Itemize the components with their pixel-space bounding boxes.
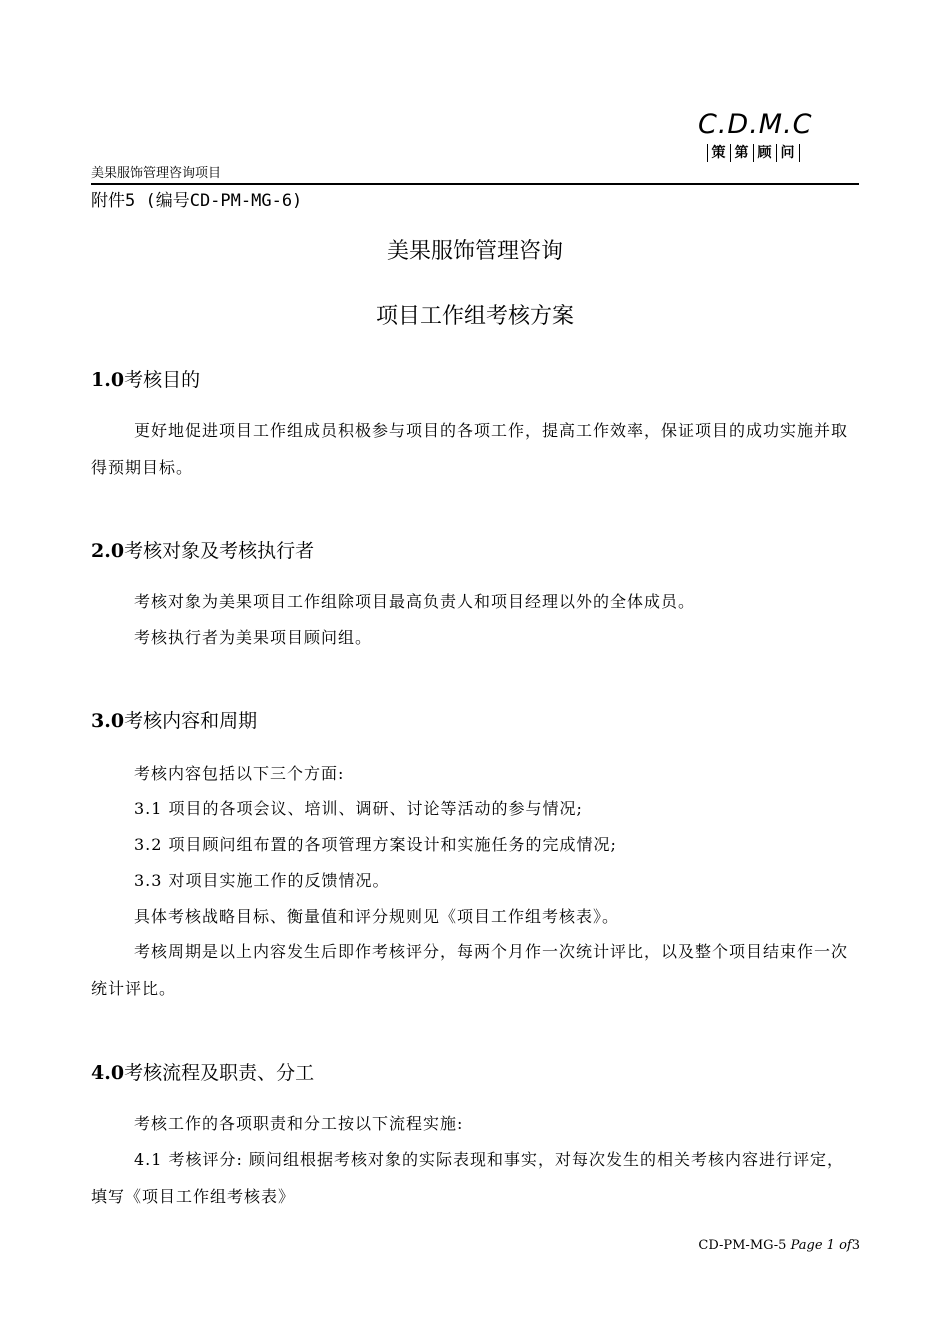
section-3-paragraph: 考核内容包括以下三个方面: — [134, 764, 345, 783]
section-heading-1 — [91, 367, 200, 393]
section-number: 1.0 — [91, 369, 125, 391]
section-heading-4 — [91, 1060, 314, 1086]
section-number: 2.0 — [91, 540, 125, 562]
section-title: 考核对象及考核执行者 — [124, 540, 315, 562]
section-4-paragraph: 考核工作的各项职责和分工按以下流程实施: — [134, 1114, 464, 1133]
section-3-paragraph: 具体考核战略目标、衡量值和评分规则见《项目工作组考核表》。 — [134, 907, 620, 926]
section-1-paragraph: 更好地促进项目工作组成员积极参与项目的各项工作，提高工作效率，保证项目的成功实施并取得预期目标。 — [91, 421, 849, 477]
footer-total-pages: 3 — [851, 1238, 860, 1253]
section-3-paragraph: 3.3 对项目实施工作的反馈情况。 — [134, 871, 390, 890]
document-title-line1: 美果服饰管理咨询 — [386, 239, 563, 264]
logo-text: C.D.M.C — [698, 109, 813, 140]
logo-subtitle — [698, 144, 808, 162]
footer-page-number: 1 — [826, 1238, 835, 1253]
section-heading-2 — [91, 538, 314, 564]
footer-page-word: Page — [790, 1238, 823, 1253]
logo-char: 问 — [776, 144, 800, 162]
document-title-line2: 项目工作组考核方案 — [375, 304, 574, 329]
section-4-paragraph: 4.1 考核评分: 顾问组根据考核对象的实际表现和事实，对每次发生的相关考核内容进行评定，填写《项目工作组考核表》 — [91, 1150, 845, 1206]
logo-char: 策 — [707, 144, 730, 162]
section-title: 考核流程及职责、分工 — [124, 1062, 315, 1084]
company-logo — [698, 109, 813, 162]
logo-char: 第 — [730, 144, 753, 162]
attachment-label: 附件5 (编号CD-PM-MG-6) — [91, 191, 303, 211]
section-3-paragraph: 考核周期是以上内容发生后即作考核评分，每两个月作一次统计评比，以及整个项目结束作一次统计评比。 — [91, 942, 849, 998]
section-number: 3.0 — [91, 710, 125, 732]
section-2-paragraph: 考核对象为美果项目工作组除项目最高负责人和项目经理以外的全体成员。 — [134, 592, 696, 611]
section-title: 考核内容和周期 — [124, 710, 258, 732]
header-project-name: 美果服饰管理咨询项目 — [91, 166, 222, 181]
section-3-paragraph: 3.1 项目的各项会议、培训、调研、讨论等活动的参与情况; — [134, 799, 583, 818]
section-number: 4.0 — [91, 1062, 125, 1084]
logo-char: 顾 — [753, 144, 776, 162]
footer-code: CD-PM-MG-5 — [698, 1238, 787, 1253]
section-heading-3 — [91, 708, 257, 734]
section-3-paragraph: 3.2 项目顾问组布置的各项管理方案设计和实施任务的完成情况; — [134, 835, 617, 854]
footer-of-word: of — [839, 1238, 852, 1253]
page-footer — [698, 1237, 860, 1255]
section-title: 考核目的 — [124, 369, 201, 391]
header-divider — [91, 183, 859, 185]
section-2-paragraph: 考核执行者为美果项目顾问组。 — [134, 628, 373, 647]
